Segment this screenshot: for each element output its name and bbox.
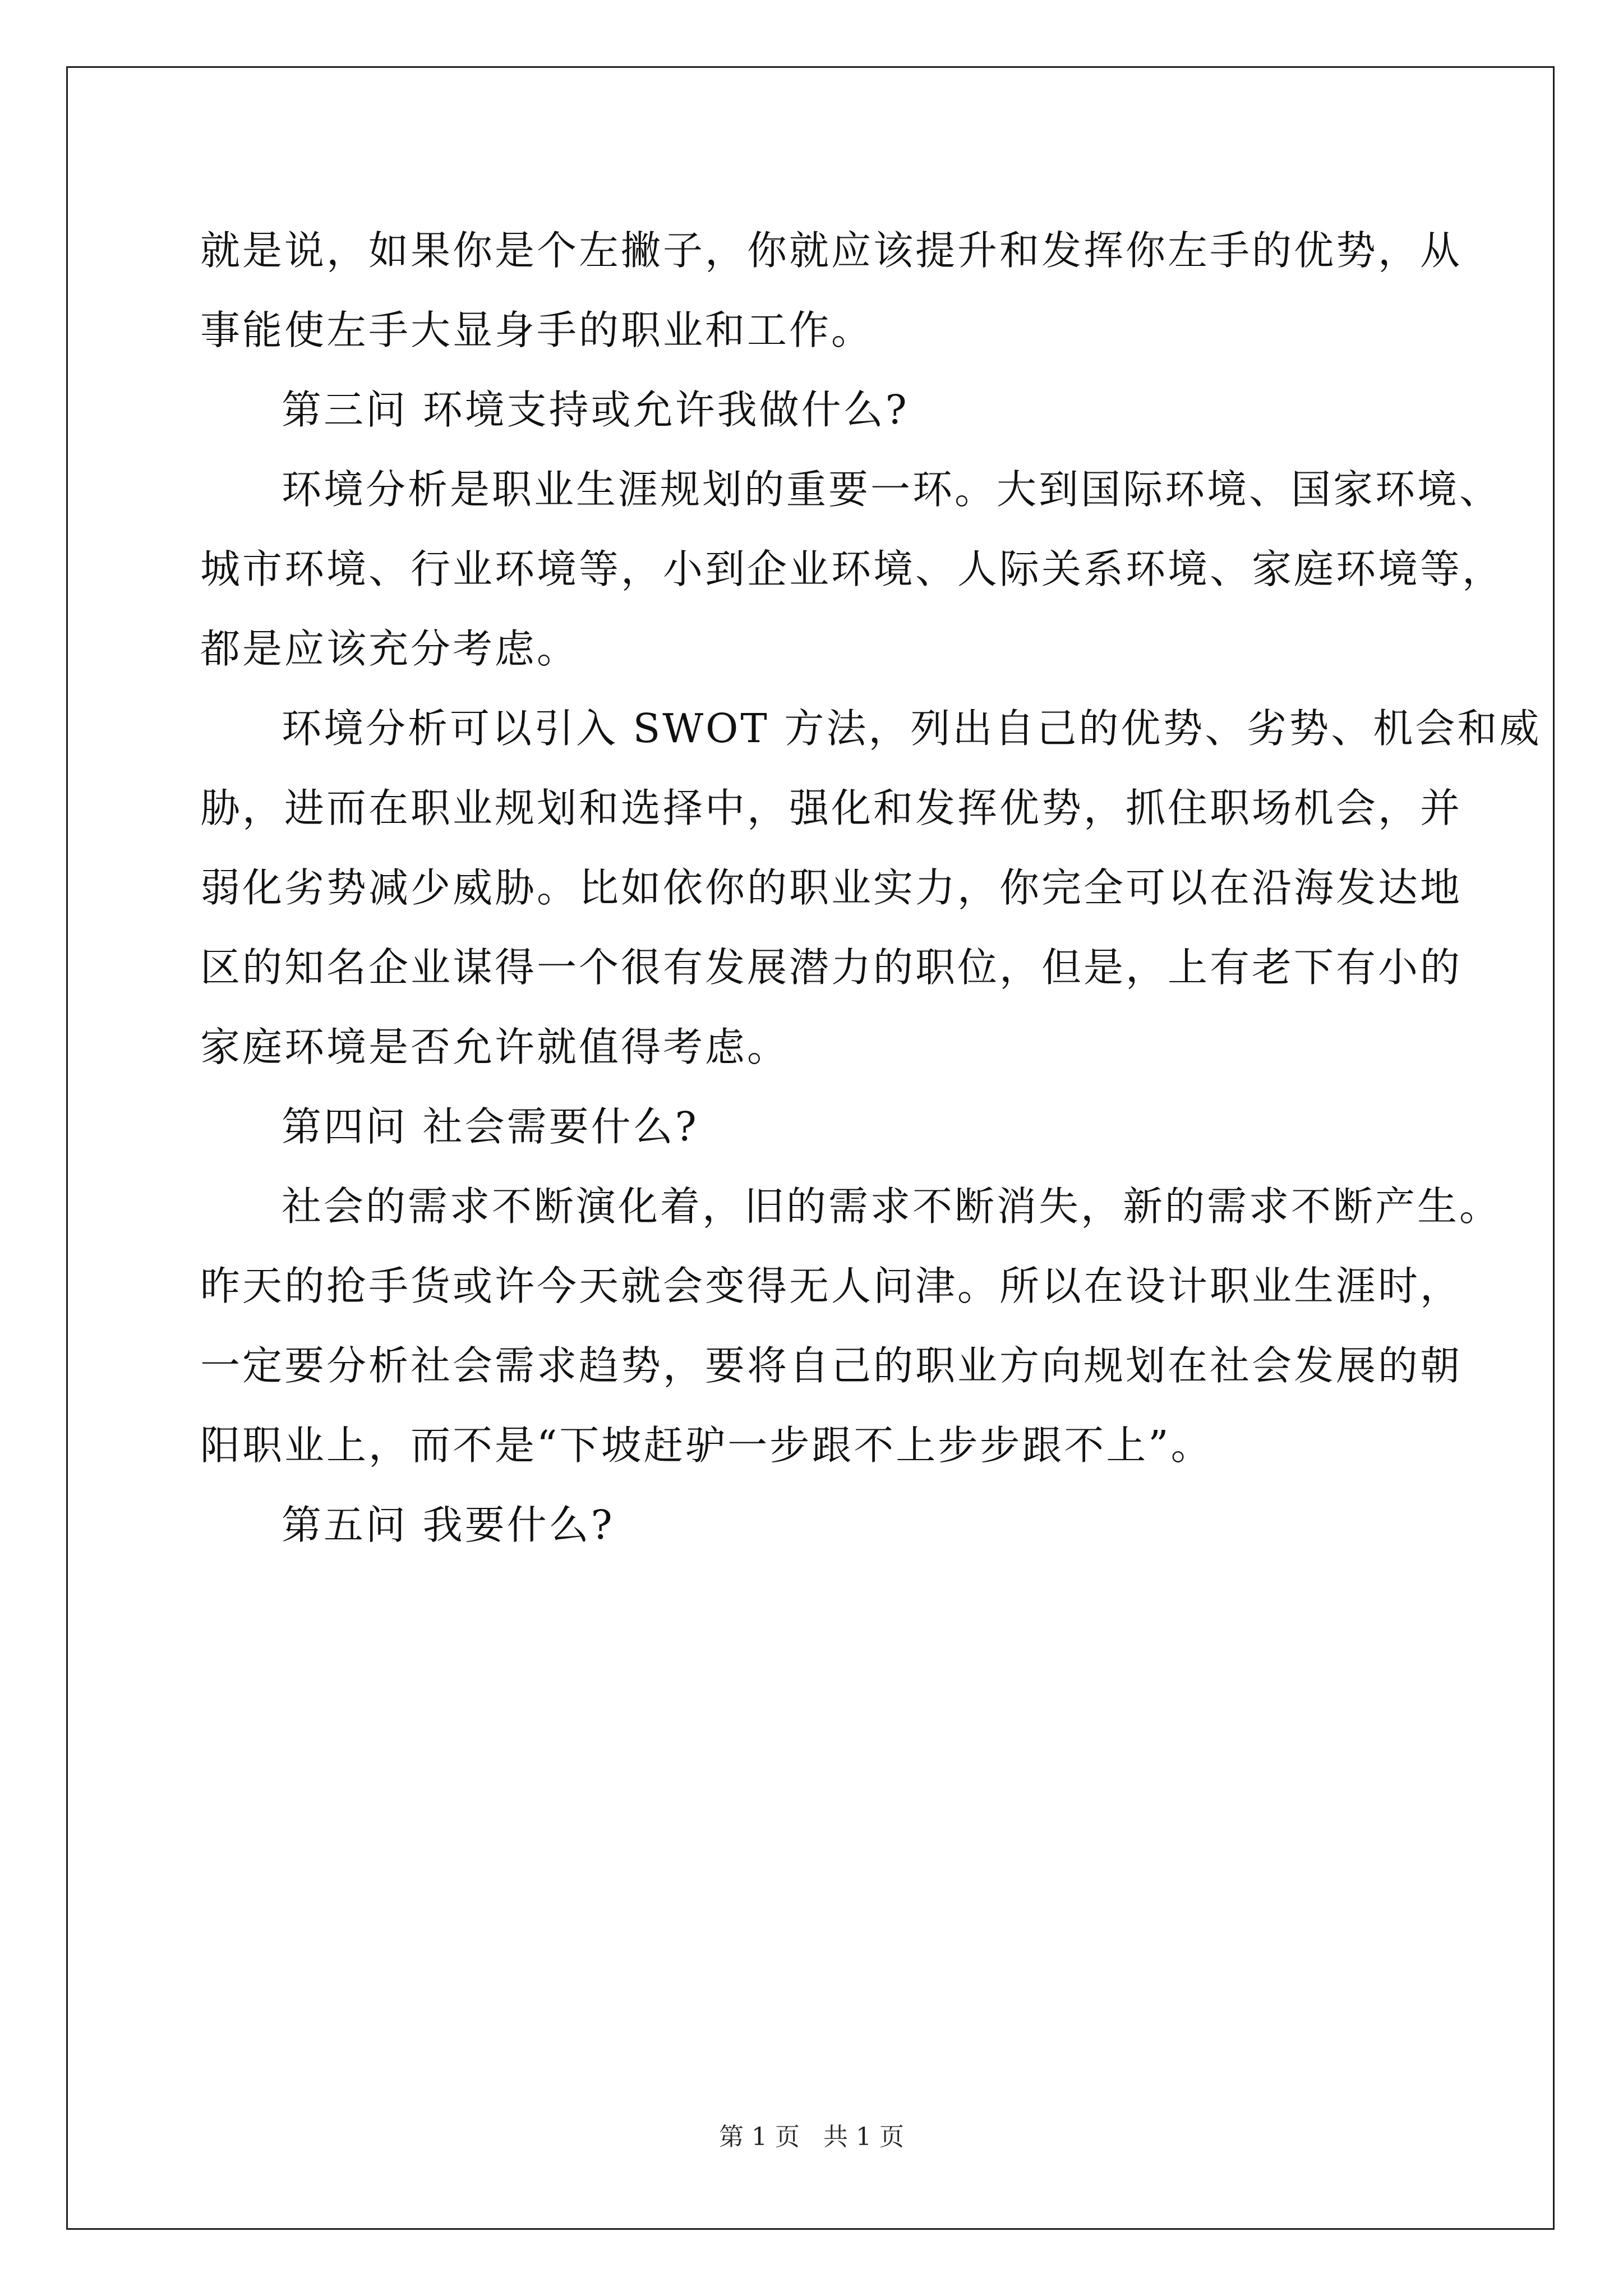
section-heading: 第五问 我要什么? <box>282 1502 615 1548</box>
text-line: 都是应该充分考虑。 <box>200 625 579 672</box>
text-line: 事能使左手大显身手的职业和工作。 <box>200 307 874 353</box>
text-line: 胁，进而在职业规划和选择中，强化和发挥优势，抓住职场机会，并 <box>200 785 1463 831</box>
document-body <box>200 211 1542 1565</box>
text-line: 家庭环境是否允许就值得考虑。 <box>200 1024 790 1070</box>
text-line: 城市环境、行业环境等，小到企业环境、人际关系环境、家庭环境等， <box>200 546 1505 592</box>
text-line: 环境分析可以引入 SWOT 方法，列出自己的优势、劣势、机会和威 <box>282 705 1542 752</box>
page-footer: 第 1 页 共 1 页 <box>719 2123 904 2151</box>
text-line: 昨天的抢手货或许今天就会变得无人问津。所以在设计职业生涯时， <box>200 1263 1463 1309</box>
text-line: 一定要分析社会需求趋势，要将自己的职业方向规划在社会发展的朝 <box>200 1342 1463 1389</box>
section-heading: 第四问 社会需要什么? <box>282 1103 699 1150</box>
text-line: 弱化劣势减少威胁。比如依你的职业实力，你完全可以在沿海发达地 <box>200 864 1463 911</box>
section-heading: 第三问 环境支持或允许我做什么? <box>282 386 909 433</box>
text-line: 社会的需求不断演化着，旧的需求不断消失，新的需求不断产生。 <box>282 1183 1502 1230</box>
text-line: 阳职业上，而不是“下坡赶驴一步跟不上步步跟不上”。 <box>200 1422 1213 1469</box>
text-line: 环境分析是职业生涯规划的重要一环。大到国际环境、国家环境、 <box>282 466 1502 513</box>
text-line: 区的知名企业谋得一个很有发展潜力的职位，但是，上有老下有小的 <box>200 944 1463 991</box>
text-line: 就是说，如果你是个左撇子，你就应该提升和发挥你左手的优势，从 <box>200 227 1463 274</box>
